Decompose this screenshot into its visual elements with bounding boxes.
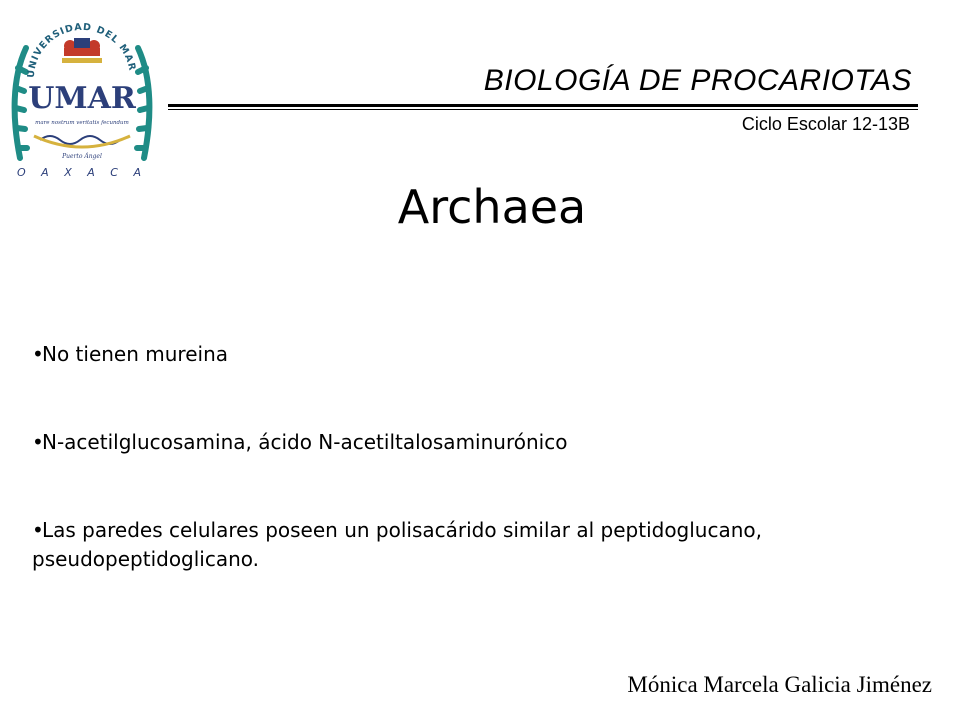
bullet-marker: • — [32, 342, 44, 366]
bullet-item — [32, 516, 932, 574]
bullet-text: No tienen mureina — [42, 342, 229, 366]
bullet-item — [32, 428, 932, 457]
logo-monogram: UMAR — [28, 81, 136, 116]
bullet-marker: • — [32, 518, 44, 542]
author-name: Mónica Marcela Galicia Jiménez — [627, 672, 932, 697]
umar-emblem-icon — [4, 8, 160, 184]
bullet-text: N-acetilglucosamina, ácido N-acetiltalosaminurónico — [42, 430, 568, 454]
bullet-marker: • — [32, 430, 44, 454]
bullet-item — [32, 340, 932, 369]
logo-motto: mare nostrum veritatis fecundum — [35, 120, 129, 126]
logo-ring-text: UNIVERSIDAD DEL MAR — [25, 21, 138, 79]
logo-campus: Puerto Ángel — [62, 153, 102, 160]
slide-title: Archaea — [397, 180, 587, 234]
bullet-text: Las paredes celulares poseen un polisacárido similar al peptidoglucano, pseudopeptidoglicano. — [32, 518, 762, 571]
header-divider-thick — [168, 104, 918, 107]
university-logo — [4, 8, 160, 184]
course-title: BIOLOGÍA DE PROCARIOTAS — [483, 64, 912, 97]
logo-state: O A X A C A — [17, 166, 147, 179]
header-divider-thin — [168, 109, 918, 110]
course-subtitle: Ciclo Escolar 12-13B — [741, 114, 910, 134]
bullet-list — [32, 340, 932, 574]
